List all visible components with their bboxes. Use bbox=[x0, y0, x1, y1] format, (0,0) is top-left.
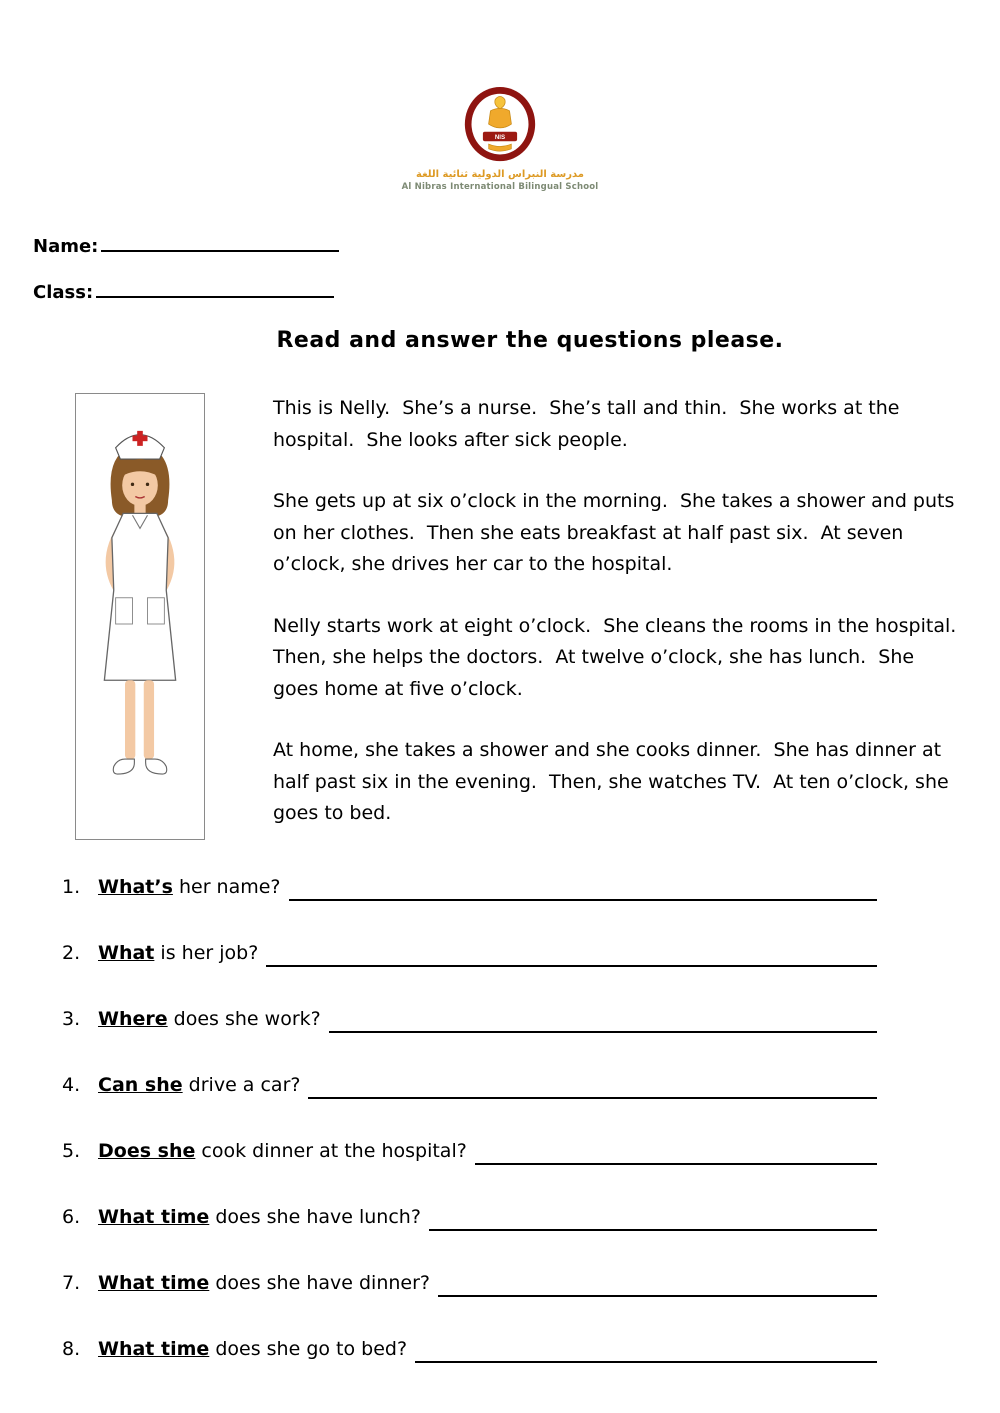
question-row-5 bbox=[62, 1138, 877, 1165]
answer-blank-2[interactable] bbox=[266, 947, 877, 967]
passage-paragraph-2: She gets up at six o’clock in the morning. She takes a shower and puts on her clothes. Then she eats breakfast at half past six. At seven o’clock, she drives her car to the hospital. bbox=[273, 490, 961, 576]
question-row-7 bbox=[62, 1270, 877, 1297]
question-word: Does she bbox=[98, 1140, 196, 1162]
name-row bbox=[33, 236, 1000, 261]
name-input-line[interactable] bbox=[101, 237, 339, 252]
question-text bbox=[98, 1270, 430, 1297]
school-name-english: Al Nibras International Bilingual School bbox=[401, 182, 599, 192]
question-text bbox=[98, 1336, 407, 1363]
question-word: What time bbox=[98, 1338, 210, 1360]
class-label: Class: bbox=[33, 282, 94, 303]
question-rest: does she have lunch? bbox=[209, 1206, 421, 1228]
question-word: Can she bbox=[98, 1074, 183, 1096]
question-row-2 bbox=[62, 940, 877, 967]
question-row-4 bbox=[62, 1072, 877, 1099]
answer-blank-8[interactable] bbox=[415, 1343, 877, 1363]
school-logo-icon bbox=[462, 86, 538, 166]
question-text bbox=[98, 1138, 467, 1165]
question-word: What’s bbox=[98, 876, 173, 898]
nurse-image bbox=[75, 393, 205, 840]
question-row-8 bbox=[62, 1336, 877, 1363]
question-word: Where bbox=[98, 1008, 168, 1030]
answer-blank-1[interactable] bbox=[289, 881, 877, 901]
reading-passage bbox=[273, 393, 969, 840]
question-number: 7. bbox=[62, 1272, 81, 1294]
reading-section bbox=[75, 393, 969, 840]
question-number: 2. bbox=[62, 942, 81, 964]
school-logo bbox=[0, 0, 1000, 192]
answer-blank-7[interactable] bbox=[438, 1277, 877, 1297]
question-rest: does she have dinner? bbox=[209, 1272, 430, 1294]
answer-blank-6[interactable] bbox=[429, 1211, 877, 1231]
question-rest: does she work? bbox=[167, 1008, 321, 1030]
question-rest: drive a car? bbox=[182, 1074, 301, 1096]
question-text bbox=[98, 1006, 321, 1033]
nurse-illustration bbox=[80, 402, 200, 831]
question-number: 5. bbox=[62, 1140, 81, 1162]
question-rest: is her job? bbox=[154, 942, 259, 964]
student-info bbox=[33, 236, 1000, 307]
question-number: 4. bbox=[62, 1074, 81, 1096]
question-rest: cook dinner at the hospital? bbox=[195, 1140, 467, 1162]
class-input-line[interactable] bbox=[96, 283, 334, 298]
question-text bbox=[98, 1072, 300, 1099]
school-name-arabic: مدرسة النبراس الدولية ثنائية اللغة bbox=[416, 169, 584, 180]
question-number: 6. bbox=[62, 1206, 81, 1228]
answer-blank-3[interactable] bbox=[329, 1013, 877, 1033]
question-row-1 bbox=[62, 874, 877, 901]
answer-blank-5[interactable] bbox=[475, 1145, 877, 1165]
question-number: 8. bbox=[62, 1338, 81, 1360]
svg-text:NIS: NIS bbox=[494, 133, 506, 141]
name-label: Name: bbox=[33, 236, 99, 257]
passage-paragraph-3: Nelly starts work at eight o’clock. She cleans the rooms in the hospital. Then, she helps the doctors. At twelve o’clock, she has lunch. She goes home at five o’clock. bbox=[273, 614, 969, 700]
question-word: What time bbox=[98, 1206, 210, 1228]
question-word: What time bbox=[98, 1272, 210, 1294]
question-row-3 bbox=[62, 1006, 877, 1033]
question-word: What bbox=[98, 942, 155, 964]
worksheet-title: Read and answer the questions please. bbox=[276, 328, 784, 353]
question-text bbox=[98, 874, 281, 901]
question-rest: does she go to bed? bbox=[209, 1338, 408, 1360]
answer-blank-4[interactable] bbox=[308, 1079, 877, 1099]
question-text bbox=[98, 1204, 421, 1231]
passage-paragraph-4: At home, she takes a shower and she cooks dinner. She has dinner at half past six in the evening. Then, she watches TV. At ten o’clock, she goes to bed. bbox=[273, 739, 955, 825]
question-rest: her name? bbox=[172, 876, 281, 898]
question-text bbox=[98, 940, 258, 967]
question-row-6 bbox=[62, 1204, 877, 1231]
questions-list bbox=[62, 874, 877, 1363]
question-number: 3. bbox=[62, 1008, 81, 1030]
question-number: 1. bbox=[62, 876, 81, 898]
passage-paragraph-1: This is Nelly. She’s a nurse. She’s tall and thin. She works at the hospital. She looks after sick people. bbox=[273, 397, 906, 451]
class-row bbox=[33, 282, 1000, 307]
